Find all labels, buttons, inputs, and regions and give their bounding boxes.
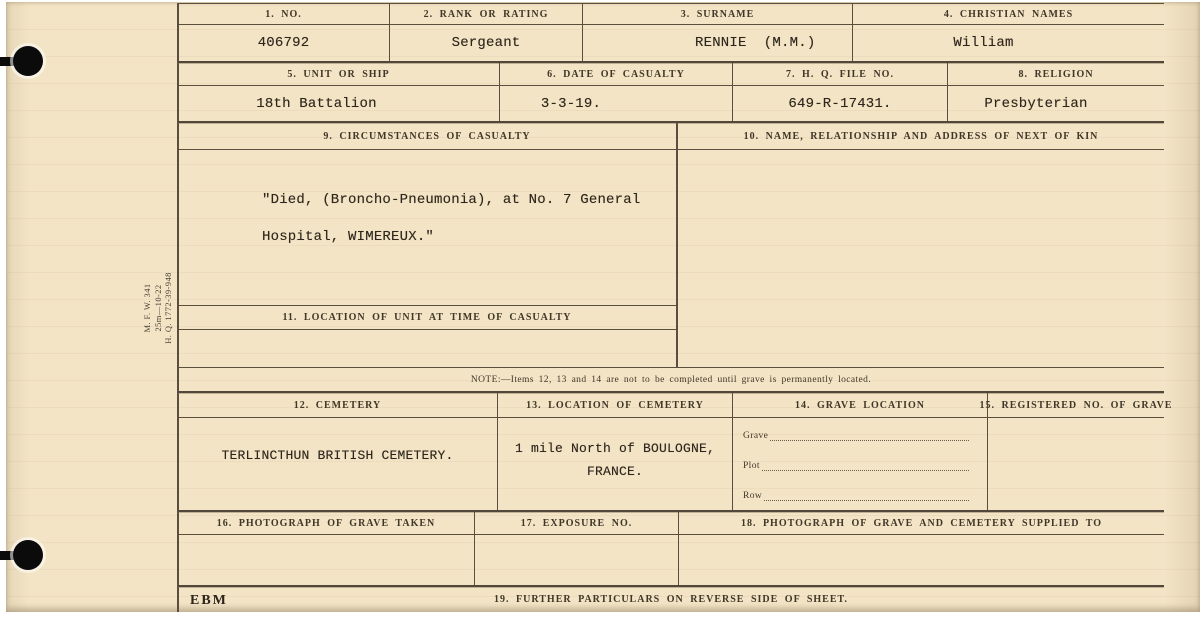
cemetery-location-line-1: 1 mile North of BOULOGNE,	[514, 441, 716, 456]
field-registered-no	[979, 393, 1173, 510]
field-rank-label: 2. RANK OR RATING	[423, 8, 549, 20]
cemetery-location-line-2: FRANCE.	[586, 464, 643, 479]
field-cemetery-value: TERLINCTHUN BRITISH CEMETERY.	[221, 447, 454, 463]
field-cemetery-location	[498, 393, 733, 510]
field-no-value: 406792	[257, 35, 310, 51]
field-cemetery-location-label: 13. LOCATION OF CEMETERY	[526, 399, 704, 411]
section-next-of-kin	[678, 123, 1164, 367]
field-no	[178, 4, 390, 61]
field-photo-supplied-to-label: 18. PHOTOGRAPH OF GRAVE AND CEMETERY SUPPLIED TO	[740, 517, 1103, 529]
field-date-of-casualty	[500, 63, 733, 121]
stamp-line: H. Q. 1772-39-948	[163, 272, 174, 344]
plot-row-label: Plot	[743, 461, 760, 471]
field-surname-label: 3. SURNAME	[680, 8, 755, 20]
field-date-of-casualty-label: 6. DATE OF CASUALTY	[547, 68, 685, 80]
field-religion-value: Presbyterian	[984, 95, 1088, 112]
field-christian-names	[853, 4, 1164, 61]
dotted-line	[764, 488, 969, 501]
section-unit-location	[178, 305, 676, 330]
circumstances-line-1: "Died, (Broncho-Pneumonia), at No. 7 General	[262, 192, 641, 208]
field-surname	[583, 4, 853, 61]
field-religion-label: 8. RELIGION	[1018, 68, 1094, 80]
field-christian-names-label: 4. CHRISTIAN NAMES	[943, 8, 1074, 20]
field-registered-no-label: 15. REGISTERED NO. OF GRAVE	[979, 399, 1173, 411]
circumstances-line-2: Hospital, WIMEREUX."	[262, 229, 435, 245]
field-hq-file-no-value: 649-R-17431.	[788, 95, 892, 112]
note-text: NOTE:—Items 12, 13 and 14 are not to be completed until grave is permanently located.	[470, 375, 872, 385]
field-hq-file-no-label: 7. H. Q. FILE NO.	[786, 68, 894, 80]
field-date-of-casualty-value: 3-3-19.	[540, 95, 602, 112]
field-exposure-no	[475, 512, 679, 585]
field-cemetery-label: 12. CEMETERY	[293, 399, 382, 411]
row-fields-5-8	[178, 63, 1164, 121]
footer-strip	[178, 587, 1164, 611]
field-cemetery	[178, 393, 498, 510]
field-unit	[178, 63, 500, 121]
dotted-line	[762, 458, 969, 471]
row-fields-1-4	[178, 3, 1164, 61]
row-fields-16-18	[178, 512, 1164, 585]
field-circumstances-label: 9. CIRCUMSTANCES OF CASUALTY	[323, 130, 531, 142]
clerk-initials: EBM	[190, 593, 228, 608]
stamp-line: M. F. W. 341	[142, 283, 153, 333]
field-unit-value: 18th Battalion	[256, 95, 377, 112]
row-fields-12-15	[178, 393, 1173, 510]
field-unit-location-label: 11. LOCATION OF UNIT AT TIME OF CASUALTY	[282, 312, 572, 323]
row-sections-9-11	[178, 123, 1164, 368]
field-photo-supplied-to	[679, 512, 1164, 585]
row-row	[743, 485, 969, 501]
field-christian-names-value: William	[953, 35, 1014, 51]
field-next-of-kin-label: 10. NAME, RELATIONSHIP AND ADDRESS OF NEXT OF KIN	[743, 130, 1099, 142]
stamp-line: 25m—10-22	[152, 284, 163, 332]
field-unit-label: 5. UNIT OR SHIP	[287, 68, 390, 80]
field-rank-value: Sergeant	[451, 35, 521, 51]
field-surname-value: RENNIE (M.M.)	[695, 35, 816, 51]
field-exposure-no-label: 17. EXPOSURE NO.	[520, 517, 633, 529]
row-row-label: Row	[743, 491, 763, 501]
plot-row	[743, 455, 969, 471]
field-hq-file-no	[733, 63, 948, 121]
field-no-label: 1. NO.	[265, 8, 302, 20]
hole-punch-bottom	[13, 540, 43, 570]
field-grave-location-label: 14. GRAVE LOCATION	[794, 399, 926, 411]
dotted-line	[770, 428, 969, 441]
grave-row	[743, 425, 969, 441]
hole-punch-top	[13, 46, 43, 76]
note-strip	[178, 369, 1164, 391]
field-religion	[948, 63, 1164, 121]
grave-row-label: Grave	[743, 431, 769, 441]
field-rank	[390, 4, 583, 61]
field-photograph-taken	[178, 512, 475, 585]
footer-text: 19. FURTHER PARTICULARS ON REVERSE SIDE OF SHEET.	[494, 593, 848, 605]
section-circumstances	[178, 123, 678, 367]
field-photograph-taken-label: 16. PHOTOGRAPH OF GRAVE TAKEN	[216, 517, 436, 529]
field-circumstances-value	[178, 150, 676, 305]
field-grave-location	[733, 393, 988, 510]
